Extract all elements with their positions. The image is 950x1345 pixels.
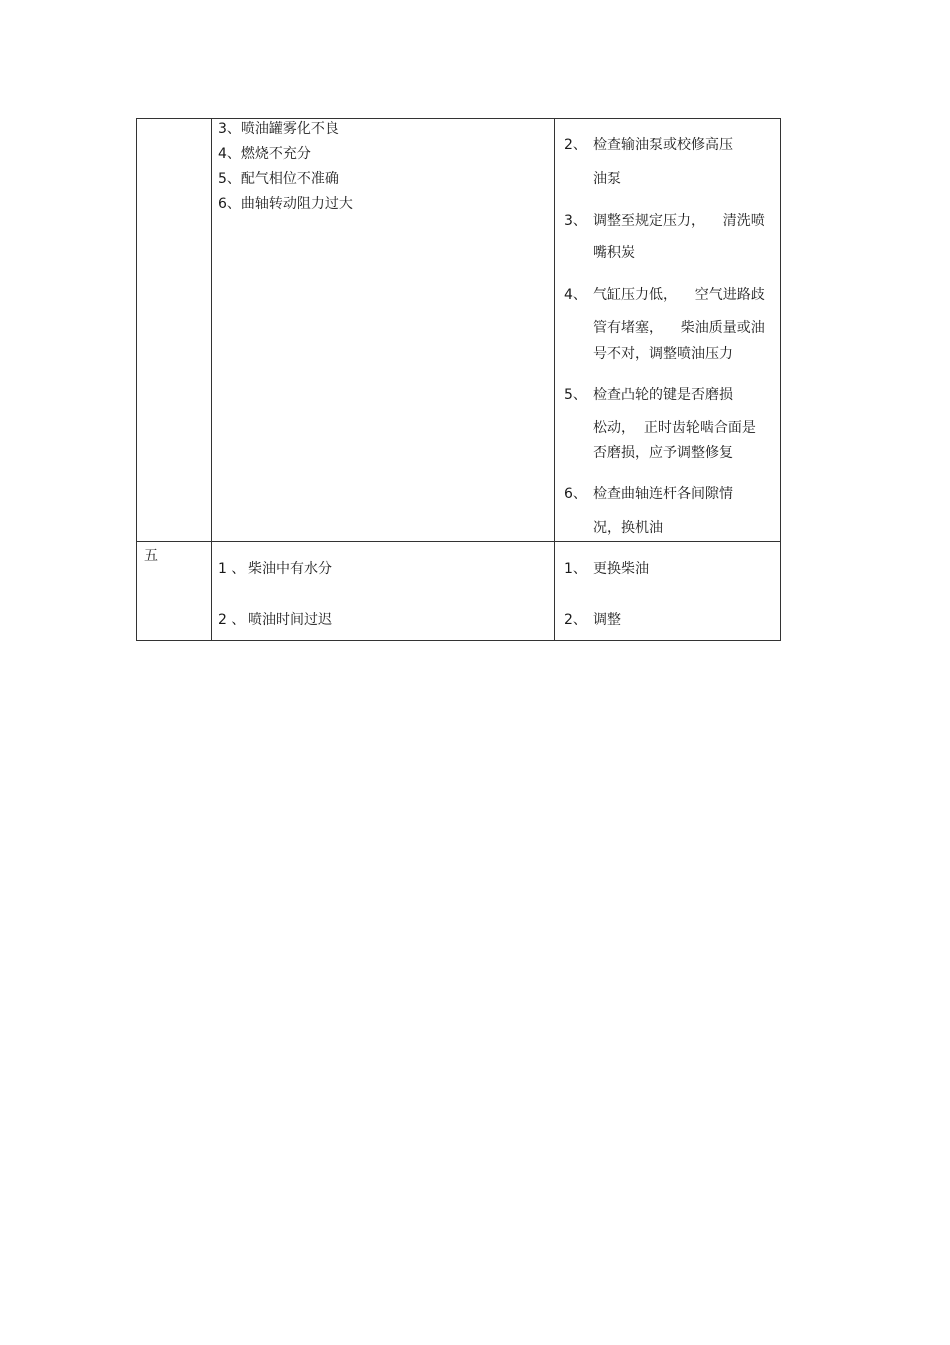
remedy-number: 1、	[564, 561, 587, 577]
remedy-line: 检查凸轮的键是否磨损	[593, 387, 733, 403]
table-row-divider	[136, 541, 781, 542]
table-left-border	[136, 118, 137, 641]
remedy-number: 5、	[564, 387, 587, 403]
cause-number: 1 、	[218, 561, 246, 577]
table-bottom-border	[136, 640, 781, 641]
table-col-divider-2	[554, 118, 555, 641]
cause-line: 喷油时间过迟	[248, 612, 332, 628]
remedy-line: 嘴积炭	[593, 245, 635, 261]
remedy-line: 况，换机油	[593, 520, 663, 536]
cause-line: 6、曲轴转动阻力过大	[218, 196, 353, 212]
remedy-line: 否磨损，应予调整修复	[593, 445, 733, 461]
remedy-line: 号不对，调整喷油压力	[593, 346, 733, 362]
remedy-number: 4、	[564, 287, 587, 303]
cause-line: 5、配气相位不准确	[218, 171, 339, 187]
remedy-line: 油泵	[593, 171, 621, 187]
table-col-divider-1	[211, 118, 212, 641]
remedy-line: 更换柴油	[593, 561, 649, 577]
cause-line: 柴油中有水分	[248, 561, 332, 577]
remedy-number: 2、	[564, 137, 587, 153]
remedy-line: 管有堵塞， 柴油质量或油	[593, 320, 765, 336]
cause-line: 3、喷油罐雾化不良	[218, 121, 339, 137]
row-index: 五	[144, 548, 158, 564]
cause-line: 4、燃烧不充分	[218, 146, 311, 162]
fault-table	[136, 118, 781, 641]
table-top-border	[136, 118, 781, 119]
remedy-line: 检查输油泵或校修高压	[593, 137, 733, 153]
remedy-number: 6、	[564, 486, 587, 502]
cause-number: 2 、	[218, 612, 246, 628]
remedy-line: 检查曲轴连杆各间隙情	[593, 486, 733, 502]
remedy-line: 气缸压力低， 空气进路歧	[593, 287, 765, 303]
remedy-number: 2、	[564, 612, 587, 628]
remedy-line: 松动， 正时齿轮啮合面是	[593, 420, 756, 436]
remedy-line: 调整至规定压力， 清洗喷	[593, 213, 765, 229]
table-right-border	[780, 118, 781, 641]
remedy-number: 3、	[564, 213, 587, 229]
remedy-line: 调整	[593, 612, 621, 628]
